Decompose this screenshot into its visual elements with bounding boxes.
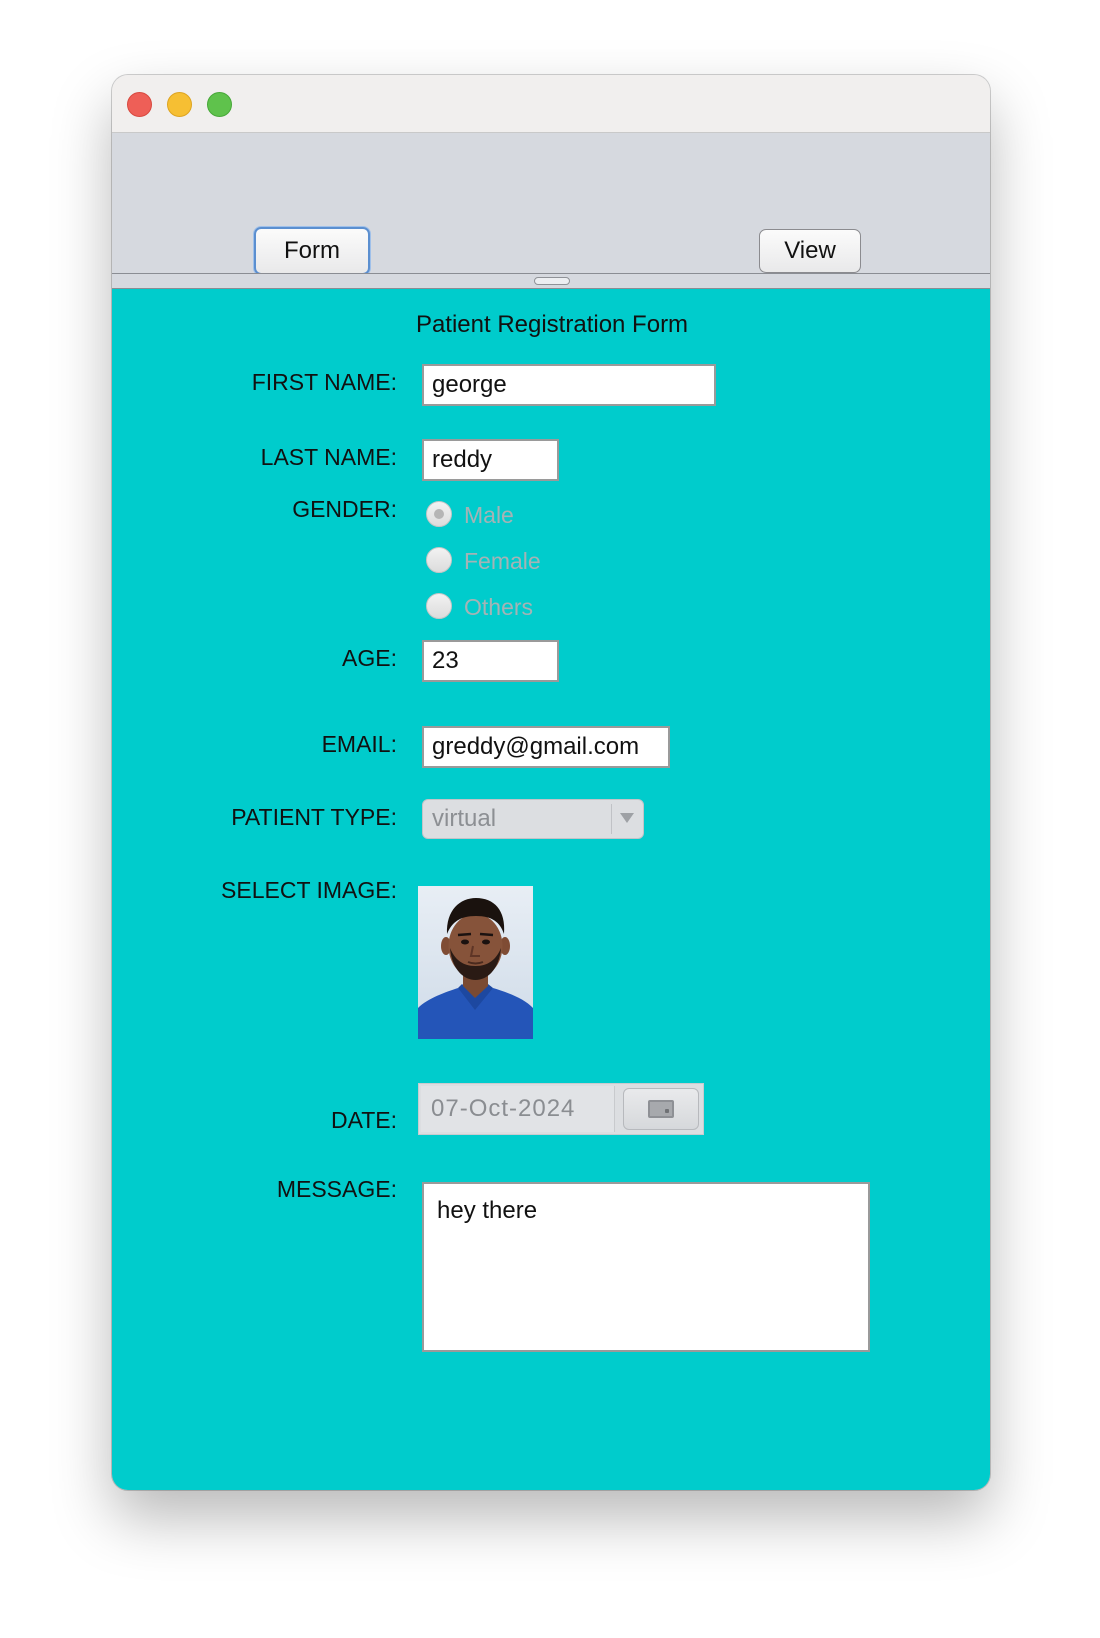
last-name-input[interactable]: reddy [422,439,559,481]
date-label: DATE: [330,1107,397,1133]
gender-option-label: Others [464,594,534,620]
app-window [112,75,990,1490]
split-pane-divider[interactable] [112,273,990,289]
date-picker [418,1083,704,1135]
select-image-label: SELECT IMAGE: [221,877,397,903]
view-button[interactable]: View [759,229,861,273]
age-label: AGE: [342,645,397,671]
calendar-button[interactable] [623,1088,699,1130]
first-name-label: FIRST NAME: [251,369,397,395]
form-title: Patient Registration Form [415,311,689,338]
gender-option-label: Male [464,502,514,528]
combo-divider [611,804,612,834]
patient-type-label: PATIENT TYPE: [231,804,397,830]
maximize-icon[interactable] [207,92,232,117]
patient-photo[interactable] [418,886,533,1039]
divider-grip-icon[interactable] [534,277,570,285]
patient-photo-image [418,886,533,1039]
gender-label: GENDER: [292,496,397,522]
patient-type-value: virtual [432,805,497,832]
message-textarea[interactable]: hey there [422,1182,870,1352]
last-name-label: LAST NAME: [260,444,397,470]
minimize-icon[interactable] [167,92,192,117]
patient-type-select[interactable] [422,799,644,839]
registration-form-panel [112,289,990,1490]
radio-selected-icon[interactable] [426,501,452,527]
title-bar [112,75,990,133]
radio-unselected-icon[interactable] [426,593,452,619]
close-icon[interactable] [127,92,152,117]
chevron-down-icon[interactable] [620,813,634,823]
email-input[interactable]: greddy@gmail.com [422,726,670,768]
email-label: EMAIL: [321,731,397,757]
form-button[interactable]: Form [254,227,370,275]
radio-unselected-icon[interactable] [426,547,452,573]
calendar-icon [648,1100,674,1118]
date-input[interactable]: 07-Oct-2024 [421,1086,615,1132]
first-name-input[interactable]: george [422,364,716,406]
message-label: MESSAGE: [276,1176,397,1202]
age-input[interactable]: 23 [422,640,559,682]
gender-option-label: Female [464,548,541,574]
